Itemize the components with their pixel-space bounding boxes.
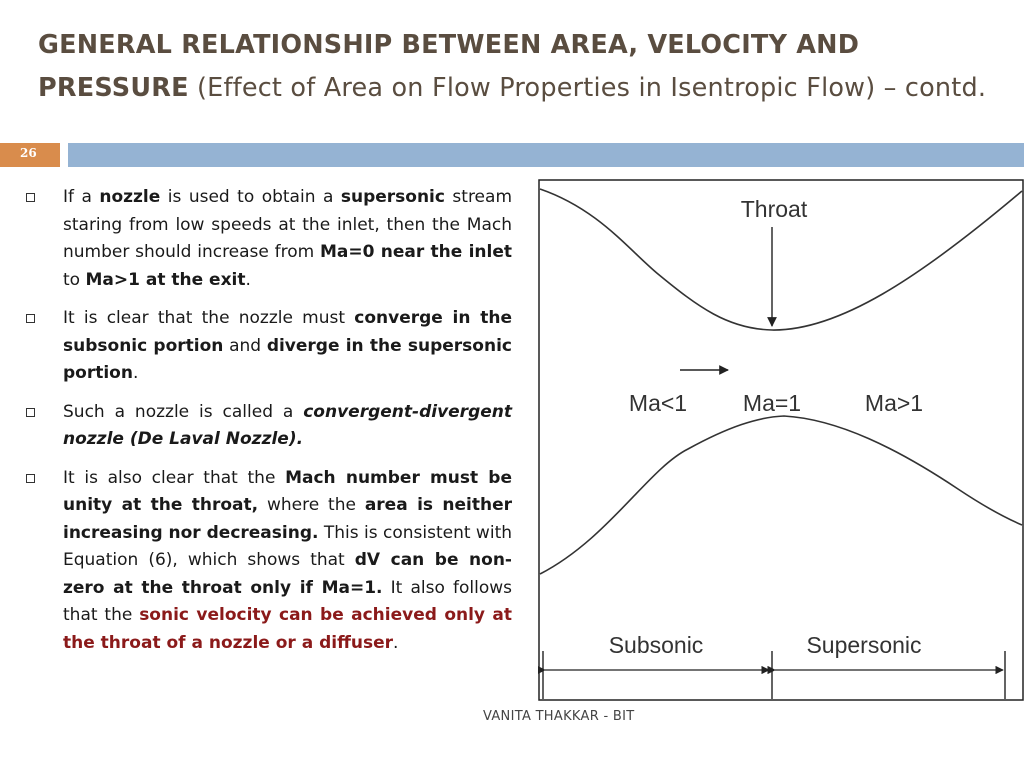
square-bullet-icon xyxy=(26,193,35,202)
bullet-text-run: . xyxy=(393,632,399,653)
nozzle-diagram xyxy=(538,179,1024,703)
bullet-text xyxy=(63,187,512,290)
mach-less-than-one-label: Ma<1 xyxy=(628,390,688,416)
bullet-text-run: diverge in the supersonic portion xyxy=(63,335,512,383)
supersonic-label: Supersonic xyxy=(806,632,922,658)
bullet-text-run: converge in the subsonic portion xyxy=(63,308,512,356)
bullet-item xyxy=(26,399,512,454)
throat-label: Throat xyxy=(740,196,808,222)
bullet-text-run: area is neither increasing nor decreasing. xyxy=(63,495,512,543)
slide-title-subtitle: (Effect of Area on Flow Properties in Isentropic Flow) – contd. xyxy=(188,73,987,103)
diagram-frame xyxy=(539,180,1023,700)
bullet-text-run: This is consistent with Equation (6), which shows that xyxy=(63,522,513,570)
bullet-text xyxy=(63,308,512,383)
mach-greater-than-one-label: Ma>1 xyxy=(864,390,924,416)
bullet-text-run: nozzle xyxy=(99,187,161,207)
bullet-text-run: Ma=0 near the inlet xyxy=(320,242,512,262)
bullet-text-run: and xyxy=(223,335,267,356)
bullet-text-run: It is also clear that the xyxy=(63,467,286,488)
slide-title-bold: GENERAL RELATIONSHIP BETWEEN AREA, VELOCITY AND PRESSURE xyxy=(38,30,860,103)
slide-title xyxy=(38,24,998,110)
bullet-text-run: It also follows that the xyxy=(63,577,512,625)
bullet-text-run: . xyxy=(132,363,139,383)
bullet-text-run: to xyxy=(63,269,86,290)
square-bullet-icon xyxy=(26,314,35,323)
bullet-text-run: convergent-divergent nozzle (De Laval Nozzle). xyxy=(63,401,512,449)
bullet-item xyxy=(26,305,512,388)
footer-author: VANITA THAKKAR - BIT xyxy=(483,709,635,724)
bullet-item xyxy=(26,465,512,658)
bullet-text-run: Mach number must be unity at the throat, xyxy=(63,467,512,515)
bullet-text-run: where the xyxy=(258,495,365,515)
bullet-list xyxy=(26,184,512,668)
mach-equal-one-label: Ma=1 xyxy=(742,390,802,416)
square-bullet-icon xyxy=(26,474,35,483)
bullet-text-run: is used to obtain a xyxy=(160,187,341,207)
header-accent-bar xyxy=(68,143,1024,167)
subsonic-label: Subsonic xyxy=(608,632,704,658)
bullet-text-run: dV can be non-zero at the throat only if Ma=1. xyxy=(63,550,512,598)
bullet-text xyxy=(63,402,512,450)
bullet-text-run: stream staring from low speeds at the inlet, then the Mach number should increase from xyxy=(63,187,512,262)
bullet-text xyxy=(63,468,512,653)
bullet-text-run: supersonic xyxy=(340,187,445,207)
bullet-text-run: It is clear that the nozzle must xyxy=(63,308,355,328)
bullet-text-run: sonic velocity can be achieved only at the throat of a nozzle or a diffuser xyxy=(63,605,512,653)
square-bullet-icon xyxy=(26,408,35,417)
bullet-item xyxy=(26,184,512,294)
bullet-text-run: Such a nozzle is called a xyxy=(63,401,304,422)
slide-number: 26 xyxy=(20,146,37,160)
bullet-text-run: Ma>1 at the exit xyxy=(85,269,246,290)
bullet-text-run: . xyxy=(245,269,251,290)
bullet-text-run: If a xyxy=(63,187,100,207)
